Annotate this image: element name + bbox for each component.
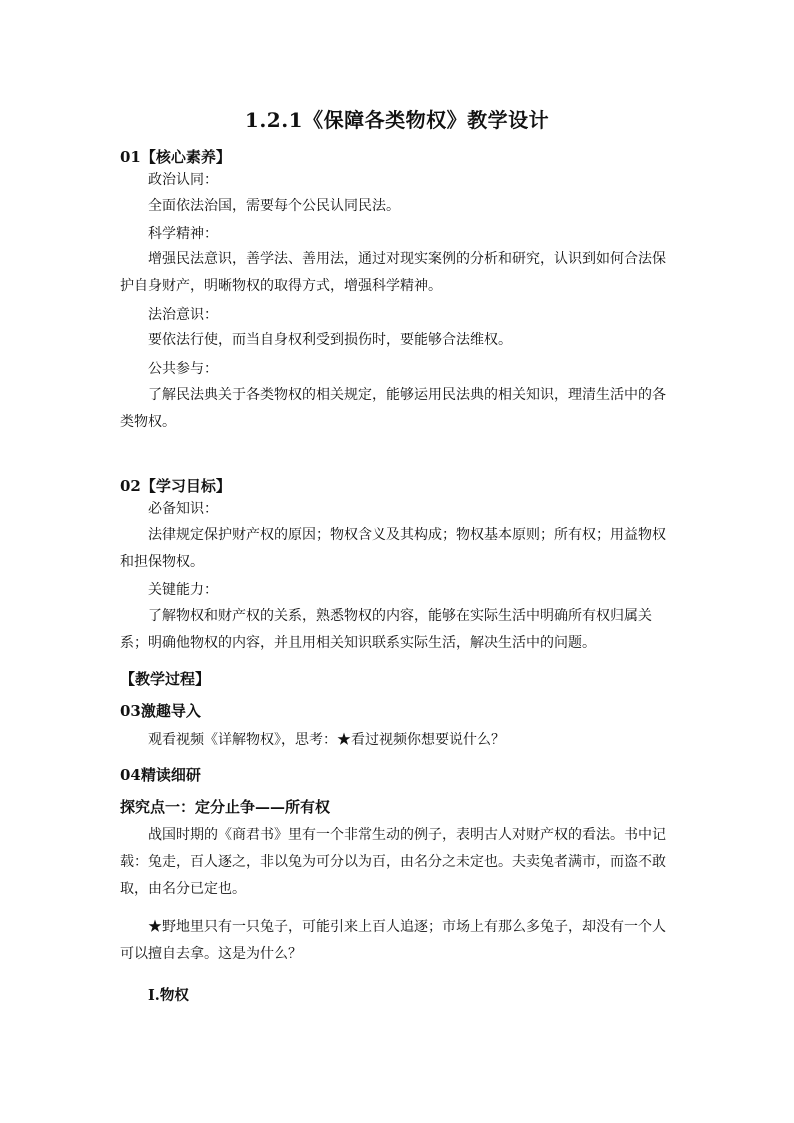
subheading-property-rights: Ⅰ.物权 [148, 987, 189, 1004]
text-rabbit-question: ★野地里只有一只兔子，可能引来上百人追逐；市场上有那么多兔子，却没有一个人可以擅自去拿。这是为什么？ [120, 919, 666, 962]
section-heading-intro: 03激趣导入 [120, 702, 201, 720]
label-key-ability: 关键能力： [148, 582, 218, 598]
section-heading-teaching-process: 【教学过程】 [120, 670, 211, 688]
label-required-knowledge: 必备知识： [148, 501, 218, 517]
section-heading-core-literacy: 01【核心素养】 [120, 148, 231, 166]
text-political-identity: 全面依法治国，需要每个公民认同民法。 [148, 198, 400, 214]
label-rule-of-law: 法治意识： [148, 307, 218, 323]
text-public-participation: 了解民法典关于各类物权的相关规定，能够运用民法典的相关知识，理清生活中的各类物权。 [120, 387, 666, 430]
label-public-participation: 公共参与： [148, 361, 218, 377]
text-rule-of-law: 要依法行使，而当自身权利受到损伤时，要能够合法维权。 [148, 332, 512, 348]
document-title: 1.2.1《保障各类物权》教学设计 [244, 108, 550, 132]
explore-point-one-heading: 探究点一：定分止争——所有权 [120, 798, 331, 816]
text-required-knowledge: 法律规定保护财产权的原因；物权含义及其构成；物权基本原则；所有权；用益物权和担保物权。 [120, 527, 666, 570]
label-scientific-spirit: 科学精神： [148, 226, 218, 242]
text-intro-video: 观看视频《详解物权》，思考：★看过视频你想要说什么？ [148, 732, 505, 748]
label-political-identity: 政治认同： [148, 172, 218, 188]
text-scientific-spirit: 增强民法意识，善学法、善用法，通过对现实案例的分析和研究，认识到如何合法保护自身财产，明晰物权的取得方式，增强科学精神。 [120, 251, 666, 294]
text-shangjunshu-example: 战国时期的《商君书》里有一个非常生动的例子，表明古人对财产权的看法。书中记载：兔走，百人逐之，非以兔为可分以为百，由名分之未定也。夫卖兔者满市，而盗不敢取，由名分已定也。 [120, 827, 666, 897]
section-heading-learning-goals: 02【学习目标】 [120, 477, 231, 495]
text-key-ability: 了解物权和财产权的关系，熟悉物权的内容，能够在实际生活中明确所有权归属关系；明确他物权的内容，并且用相关知识联系实际生活，解决生活中的问题。 [120, 608, 652, 651]
section-heading-close-reading: 04精读细研 [120, 766, 201, 784]
